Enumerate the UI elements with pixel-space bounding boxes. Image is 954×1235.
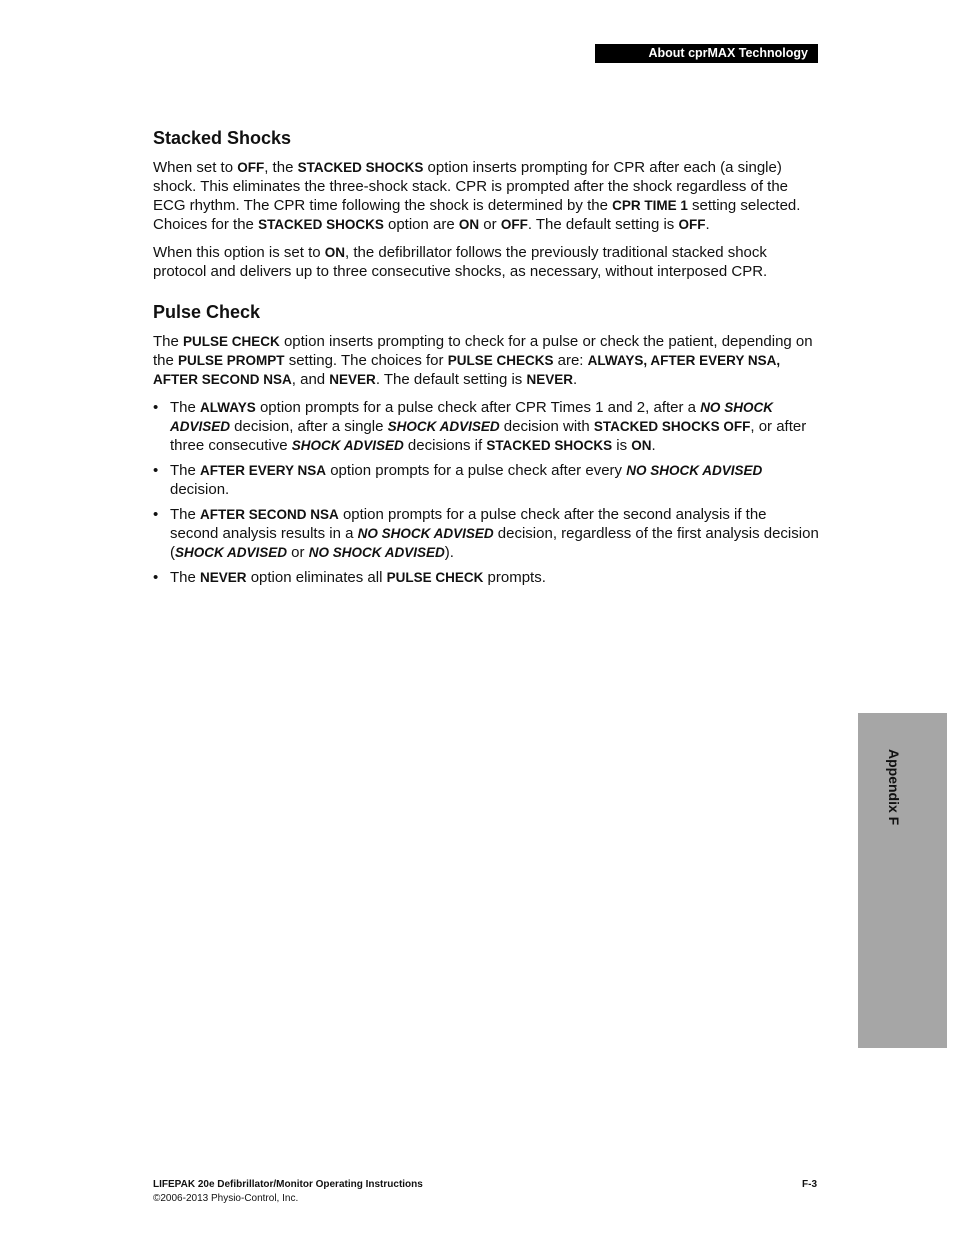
footer-document-title: LIFEPAK 20e Defibrillator/Monitor Operating Instructions: [153, 1179, 423, 1190]
main-content: [153, 127, 819, 593]
keyword: PULSE CHECK: [183, 334, 280, 349]
section-heading-pulse-check: Pulse Check: [153, 302, 261, 322]
paragraph: When set to OFF, the STACKED SHOCKS option inserts prompting for CPR after each (a single) shock. This eliminates the three-shock stack. CPR is prompted after the shock regardless of the ECG rhythm. The CPR time following the shock is determined by the CPR TIME 1 setting selected. Choices for the STACKED SHOCKS option are ON or OFF. The default setting is OFF.: [153, 159, 801, 233]
keyword: ALWAYS, AFTER EVERY NSA, AFTER SECOND NSA: [153, 353, 781, 387]
list-item: [153, 568, 819, 587]
keyword: OFF: [500, 217, 528, 232]
keyword: CPR TIME 1: [612, 198, 688, 213]
bullet-icon: •: [153, 399, 159, 416]
keyword: STACKED SHOCKS: [297, 160, 424, 175]
bullet-list: [153, 398, 819, 587]
keyword: AFTER EVERY NSA: [200, 463, 327, 478]
keyword: NEVER: [526, 372, 573, 387]
italic-keyword: SHOCK ADVISED: [175, 545, 288, 560]
keyword: OFF: [678, 217, 706, 232]
keyword: PULSE CHECK: [386, 570, 484, 585]
italic-keyword: NO SHOCK ADVISED: [626, 463, 763, 478]
keyword: PULSE CHECKS: [447, 353, 554, 368]
keyword: NEVER: [329, 372, 376, 387]
keyword: ON: [631, 438, 652, 453]
italic-keyword: SHOCK ADVISED: [291, 438, 404, 453]
page-footer: [153, 1178, 817, 1206]
footer-copyright: ©2006-2013 Physio-Control, Inc.: [153, 1193, 299, 1204]
keyword: PULSE PROMPT: [178, 353, 285, 368]
keyword: STACKED SHOCKS OFF: [593, 419, 751, 434]
paragraph: The PULSE CHECK option inserts prompting to check for a pulse or check the patient, depending on the PULSE PROMPT setting. The choices for PULSE CHECKS are: ALWAYS, AFTER EVERY NSA, AFTER SECOND NSA, and NEVER. The default setting is NEVER.: [153, 333, 813, 388]
italic-keyword: NO SHOCK ADVISED: [170, 400, 773, 434]
running-header: [595, 44, 818, 63]
running-header-title: About cprMAX Technology: [648, 46, 808, 60]
list-item-text: The AFTER EVERY NSA option prompts for a pulse check after every NO SHOCK ADVISED decision.: [170, 462, 763, 498]
section-heading-stacked-shocks: Stacked Shocks: [153, 128, 292, 148]
list-item-text: The ALWAYS option prompts for a pulse check after CPR Times 1 and 2, after a NO SHOCK ADVISED decision, after a single SHOCK ADVISED decision with STACKED SHOCKS OFF, or after three consecutive SHOCK ADVISED decisions if STACKED SHOCKS is ON.: [170, 399, 807, 454]
keyword: AFTER SECOND NSA: [200, 507, 339, 522]
keyword: NEVER: [200, 570, 247, 585]
keyword: ALWAYS: [200, 400, 256, 415]
paragraph: When this option is set to ON, the defibrillator follows the previously traditional stacked shock protocol and delivers up to three consecutive shocks, as necessary, without interposed CPR.: [153, 244, 768, 280]
list-item-text: The AFTER SECOND NSA option prompts for a pulse check after the second analysis if the second analysis results in a NO SHOCK ADVISED decision, regardless of the first analysis decision (SHOCK ADVISED or NO SHOCK ADVISED).: [170, 506, 819, 561]
page-number: F-3: [802, 1179, 817, 1190]
bullet-icon: •: [153, 506, 159, 523]
list-item: [153, 398, 819, 455]
list-item: [153, 505, 819, 562]
list-item-text: The NEVER option eliminates all PULSE CHECK prompts.: [170, 569, 546, 586]
keyword: STACKED SHOCKS: [258, 217, 384, 232]
appendix-side-tab: [858, 713, 947, 1048]
keyword: STACKED SHOCKS: [486, 438, 613, 453]
bullet-icon: •: [153, 462, 159, 479]
list-item: [153, 461, 819, 499]
bullet-icon: •: [153, 569, 159, 586]
italic-keyword: SHOCK ADVISED: [387, 419, 500, 434]
italic-keyword: NO SHOCK ADVISED: [357, 526, 494, 541]
keyword: OFF: [237, 160, 265, 175]
keyword: ON: [324, 245, 346, 260]
appendix-tab-label: Appendix F: [886, 749, 902, 826]
keyword: ON: [458, 217, 480, 232]
italic-keyword: NO SHOCK ADVISED: [308, 545, 445, 560]
